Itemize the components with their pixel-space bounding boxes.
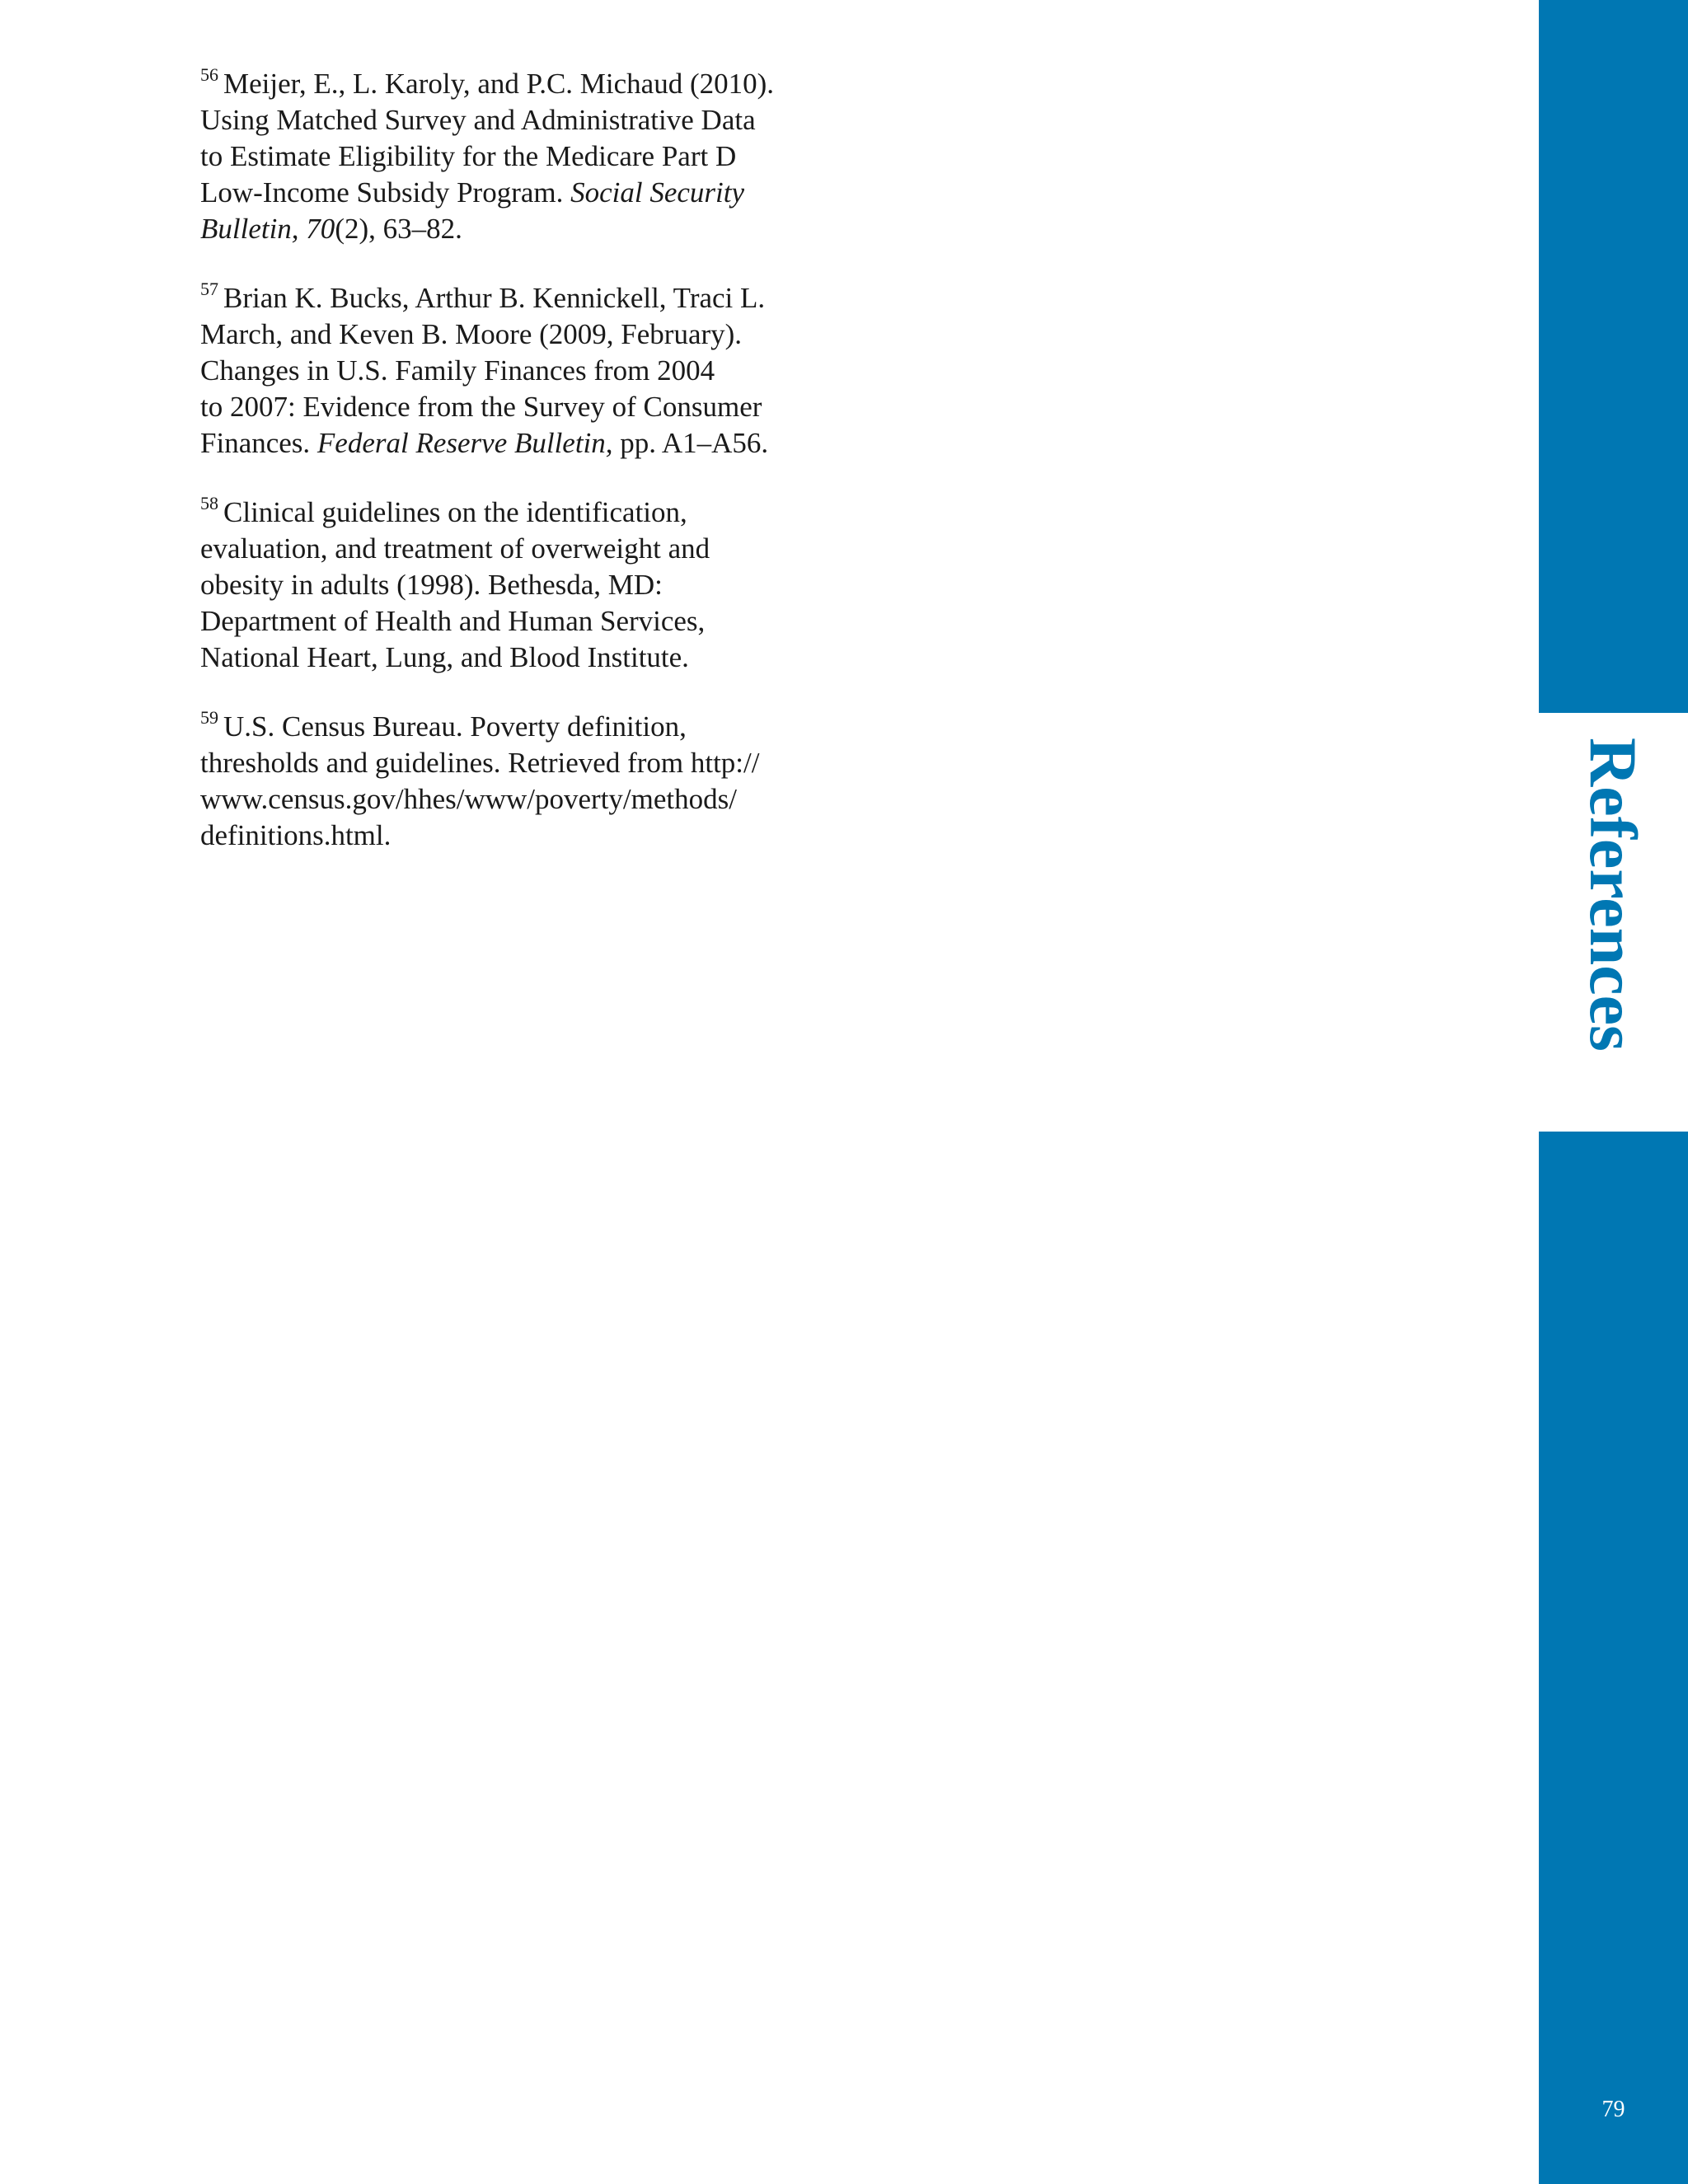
reference-entry [200,709,843,854]
reference-text: (2), 63–82. [335,213,462,245]
page-number: 79 [1601,2097,1625,2122]
reference-number: 58 [200,493,218,513]
reference-text: definitions.html. [200,819,392,851]
reference-line [200,640,843,676]
reference-line [200,781,843,818]
reference-entry [200,280,843,462]
reference-line [200,494,843,531]
reference-number: 59 [200,707,218,728]
reference-text: pp. A1–A56. [612,427,769,459]
reference-text: Meijer, E., L. Karoly, and P.C. Michaud (2010). [223,68,775,100]
reference-text: National Heart, Lung, and Blood Institute. [200,641,689,673]
reference-text: March, and Keven B. Moore (2009, February). [200,318,743,350]
reference-text: obesity in adults (1998). Bethesda, MD: [200,569,663,601]
reference-line [200,531,843,567]
reference-line [200,425,843,462]
reference-text: to Estimate Eligibility for the Medicare Part D [200,140,737,172]
reference-line [200,316,843,353]
reference-italic-text: Social Security [570,176,745,209]
reference-text: Changes in U.S. Family Finances from 2004 [200,354,715,387]
reference-line [200,102,843,138]
reference-text: Clinical guidelines on the identification, [223,496,687,528]
reference-line [200,745,843,781]
sidebar-bar-bottom [1539,1132,1688,2184]
reference-line [200,353,843,389]
section-title: References [1576,738,1651,1052]
reference-entry [200,494,843,676]
reference-text: evaluation, and treatment of overweight and [200,532,710,565]
reference-text: to 2007: Evidence from the Survey of Consumer [200,391,762,423]
sidebar-bar-top [1539,0,1688,713]
reference-text: Brian K. Bucks, Arthur B. Kennickell, Traci L. [223,282,766,314]
reference-line [200,280,843,316]
reference-text: Department of Health and Human Services, [200,605,706,637]
reference-text: Using Matched Survey and Administrative Data [200,104,756,136]
reference-text: Low-Income Subsidy Program. [200,176,571,209]
reference-italic-text: Federal Reserve Bulletin, [316,427,613,459]
reference-line [200,138,843,175]
reference-line [200,709,843,745]
reference-line [200,389,843,425]
reference-italic-text: Bulletin, 70 [200,213,335,245]
reference-line [200,211,843,247]
reference-entry [200,66,843,247]
reference-number: 56 [200,64,218,85]
reference-number: 57 [200,279,218,299]
reference-line [200,175,843,211]
reference-line [200,603,843,640]
section-sidebar [1539,0,1688,2184]
reference-line [200,818,843,854]
reference-text: Finances. [200,427,317,459]
reference-line [200,567,843,603]
reference-text: thresholds and guidelines. Retrieved from http:// [200,747,760,779]
reference-line [200,66,843,102]
reference-text: www.census.gov/hhes/www/poverty/methods/ [200,783,737,815]
references-list [200,66,843,887]
reference-text: U.S. Census Bureau. Poverty definition, [223,710,687,743]
